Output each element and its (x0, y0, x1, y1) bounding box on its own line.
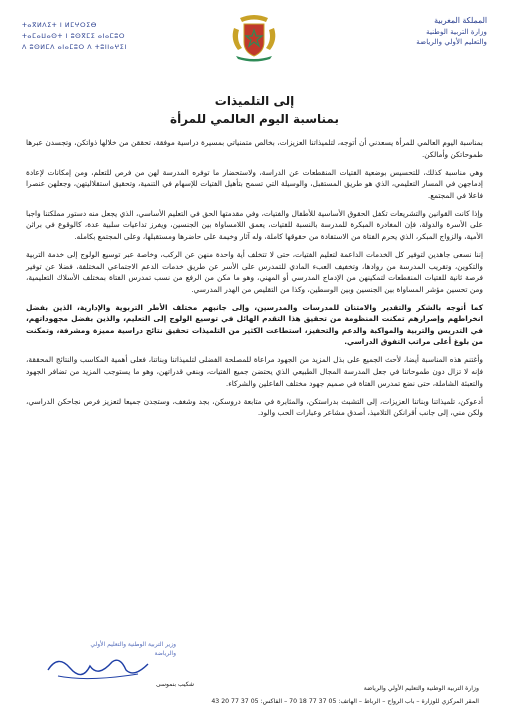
footer-fax-label: الفاكس: (260, 698, 283, 705)
title-line-2: بمناسبة اليوم العالمي للمرأة (169, 112, 339, 126)
moroccan-coat-of-arms-icon (226, 12, 282, 62)
handwritten-signature (28, 648, 195, 688)
footer-phone: 05 37 77 18 70 (289, 698, 337, 705)
paragraph-2: وهي مناسبة كذلك، للتحسيس بوضعية الفتيات المنقطعات عن الدراسة، ولاستحضار ما توفره المدرسة لهن من فرص للتعلم، ومن إمكانات لإعادة إدماجهن في المسار التعليمي، الذي هو طريق المستقبل، والوسيلة التي تسمح بتأهيل الفتيات للإسهام في التنمية، وتحقيق استقلاليتهن، وجعلهن عنصرا فاعلا في المجتمع. (26, 167, 483, 200)
stamp-line-2: والرياضة (154, 650, 176, 657)
paragraph-5: كما أتوجه بالشكر والتقدير والامتنان للمدرسات والمدرسين، وإلى جانبهم مختلف الأطر التربوية والإدارية، الذين بفضل انخراطهم وإصرارهم تمكنت المنظومة من تحقيق هذا التقدم الهائل في توسيع الولوج إلى التعليم، والذين بفضل مجهوداتهم، في التدريس والتربية والمواكبة والدعم والتحفيز، استطاعت الكثير من التلميذات تحقيق نتائج دراسية مميزة ومشرفة، وتمكنت من بلوغ أعلى مراتب التفوق الدراسي. (26, 302, 483, 347)
header-arabic (327, 16, 487, 48)
header-tifinagh (22, 20, 182, 53)
paragraph-1: بمناسبة اليوم العالمي للمرأة يسعدني أن أتوجه، لتلميذاتنا العزيزات، بخالص متمنياتي بمسيرة دراسية موفقة، تحققن من خلالها ذواتكن، وتجسدن عبرها طموحاتكن وأمالكن. (26, 138, 483, 159)
paragraph-7: أدعوكن، تلميذاتنا وبناتنا العزيزات، إلى التشبث بدراستكن، والمثابرة في متابعة دروسكن، بجد وشغف، وستجدن جميعا لتعزيز فرص نجاحكن الدراسي، ولكن مني، إلى جانب أقرانكن التلاميذ، أصدق مشاعر وعبارات الحب والود. (26, 396, 483, 418)
footer-address: المقر المركزي للوزارة – باب الرواح – الرباط – (358, 698, 479, 705)
header-tifinagh-line-1: ⵜⴰⴳⵍⴷⵉⵜ ⵏ ⵍⵎⵖⵔⵉⴱ (22, 22, 98, 29)
letter-body (26, 137, 483, 425)
header-tifinagh-line-2: ⵜⴰⵎⴰⵡⴰⵙⵜ ⵏ ⵓⵙⴳⵎⵉ ⴰⵏⴰⵎⵓⵔ (22, 33, 126, 40)
header-ministry: وزارة التربية الوطنية (426, 26, 487, 36)
paragraph-3: وإذا كانت القوانين والتشريعات تكفل الحقوق الأساسية للأطفال والفتيات، وفي مقدمتها الحق في التعليم الأساسي، الذي يجعل منه دستور مملكتنا واجبا على الأسرة والدولة، فإن المغادرة المبكرة للمدرسة بالنسبة للفتيات، يعمق اللامساواة بين الجنسين، ويفرز تداعيات سلبية عدة، كالوقوع في براثن الأمية، والزواج المبكر، الذي يحرم الفتاة من الاستفادة من حقوقها كاملة، وله آثار وخيمة على حاضرها ومستقبلها، وعلى المجتمع بكامله. (26, 208, 483, 241)
paragraph-6: وأغتنم هذه المناسبة أيضا، لأحث الجميع على بذل المزيد من الجهود مراعاة للمصلحة الفضلى لتلميذاتنا وبناتنا، فعلى أهمية المكاسب والنتائج المحققة، فإنه لا تزال دون طموحاتنا في جعل المدرسة المجال الطبيعي الذي يحتضن جميع الفتيات، وبنفي قدراتهن، وهو ما يستوجب المزيد من تضافر الجهود والتعبئة الشاملة، حتى نضع تمدرس الفتاة في صميم جهود مختلف الفاعلين والشركاء. (26, 355, 483, 388)
stamp-line-1: وزير التربية الوطنية والتعليم الأولي (90, 641, 176, 648)
header-kingdom: المملكة المغربية (434, 16, 487, 25)
header-tifinagh-line-3: ⴷ ⵓⵙⵍⵎⴷ ⴰⵏⴰⵎⵓⵔ ⴷ ⵜⵓⵏⵏⴰⵖⵉⵏ (22, 44, 127, 51)
footer-address-line: المقر المركزي للوزارة – باب الرواح – الرباط – الهاتف: 05 37 77 18 70 – الفاكس: 05 37 77 20 43 (211, 698, 479, 705)
footer (211, 684, 479, 706)
footer-phone-label: الهاتف: (338, 698, 357, 705)
signature-name: شكيب بنموسى (156, 681, 195, 688)
letter-title (0, 92, 509, 128)
footer-ministry: وزارة التربية الوطنية والتعليم الأولي والرياضة (363, 685, 479, 692)
header-ministry-sub: والتعليم الأولي والرياضة (416, 37, 487, 46)
footer-fax: 05 37 77 20 43 (211, 698, 259, 705)
paragraph-4: إننا نسعى جاهدين لتوفير كل الخدمات الداعمة لتعليم الفتيات، حتى لا تتخلف أية واحدة منهن عن الركب، وخاصة عبر توسيع الولوج إلى خدمة التربية والتكوين، وتقريب المدرسة من روادها، وتخفيف العبء المادي للتمدرس على الأسر عن طريق خدمات الدعم الاجتماعي المختلفة، فضلا عن توفير فرصة ثانية للفتيات المنقطعات لتمكينهن من الإدماج المدرسي أو المهني، وهو ما مكن من الرفع من نسب تمدرس الفتاة بمختلف الأسلاك التعليمية، ومن تحسين مؤشر المساواة بين الجنسين وبين الوسطين، وكذا من التقليص من الهدر المدرسي. (26, 249, 483, 294)
title-line-1: إلى التلميذات (214, 94, 295, 108)
